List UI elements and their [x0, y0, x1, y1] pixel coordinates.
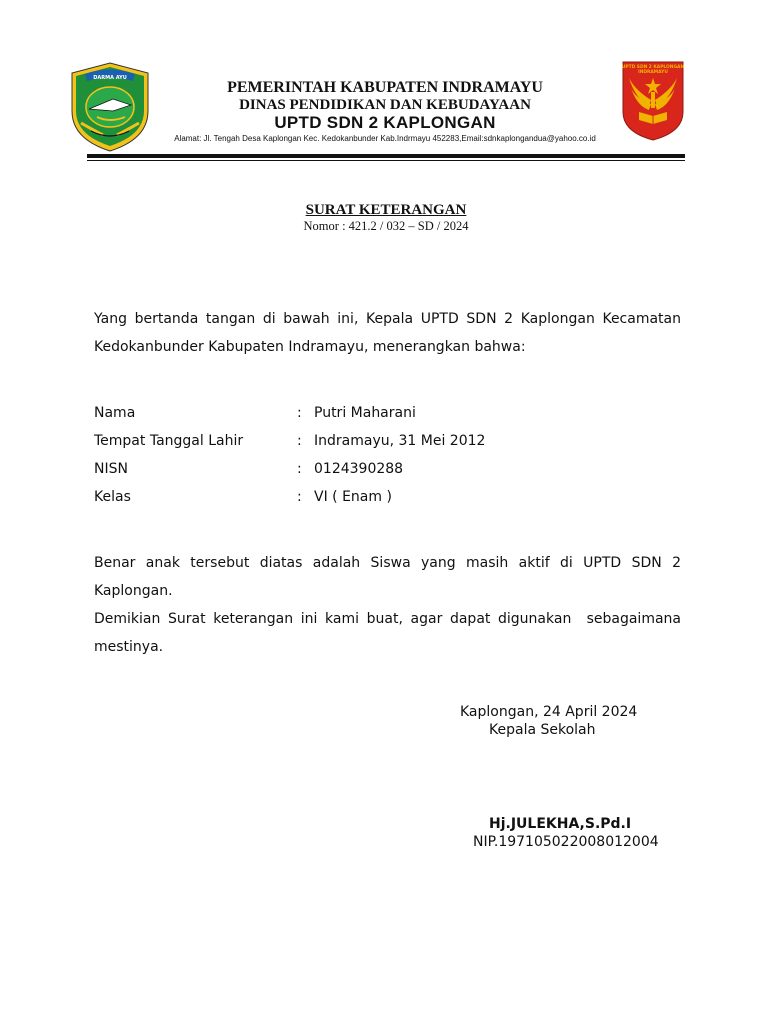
signature-name: Hj.JULEKHA,S.Pd.I	[489, 816, 632, 832]
signature-position: Kepala Sekolah	[489, 722, 596, 738]
intro-line-2: Kedokanbunder Kabupaten Indramayu, menerangkan bahwa:	[94, 339, 526, 355]
field-value: Putri Maharani	[314, 405, 416, 421]
field-colon: :	[297, 489, 302, 505]
field-value: 0124390288	[314, 461, 404, 477]
closing-line-2: mestinya.	[94, 639, 164, 655]
field-colon: :	[297, 433, 302, 449]
field-value: Indramayu, 31 Mei 2012	[314, 433, 486, 449]
letterhead-divider-thick	[87, 154, 685, 158]
crest-text-school: UPTD SDN 2 KAPLONGAN	[621, 65, 685, 70]
signature-nip: NIP.197105022008012004	[473, 834, 659, 850]
letterhead-divider-thin	[87, 160, 685, 161]
letterhead-department-line: DINAS PENDIDIKAN DAN KEBUDAYAAN	[239, 97, 531, 113]
signature-place-date: Kaplongan, 24 April 2024	[460, 704, 638, 720]
field-colon: :	[297, 405, 302, 421]
indramayu-regency-crest-icon	[69, 61, 151, 153]
statement-line-1: Benar anak tersebut diatas adalah Siswa yang masih aktif di UPTD SDN 2	[94, 555, 681, 571]
school-shield-crest-icon	[621, 60, 685, 142]
field-value: VI ( Enam )	[314, 489, 392, 505]
intro-paragraph	[94, 305, 681, 361]
letterhead-address: Alamat: Jl. Tengah Desa Kaplongan Kec. Kedokanbunder Kab.Indrmayu 452283,Email:sdnkaplongandua@yahoo.co.id	[174, 134, 596, 143]
letterhead-government-line: PEMERINTAH KABUPATEN INDRAMAYU	[227, 79, 543, 96]
closing-line-1: Demikian Surat keterangan ini kami buat, agar dapat digunakan sebagaimana	[94, 611, 681, 627]
intro-line-1: Yang bertanda tangan di bawah ini, Kepala UPTD SDN 2 Kaplongan Kecamatan	[94, 311, 681, 327]
letter-title: SURAT KETERANGAN	[305, 202, 467, 218]
field-label: Nama	[94, 405, 136, 421]
field-label: Kelas	[94, 489, 131, 505]
field-label: Tempat Tanggal Lahir	[94, 433, 244, 449]
statement-line-2: Kaplongan.	[94, 583, 173, 599]
statement-paragraph	[94, 549, 681, 605]
letterhead-school-name: UPTD SDN 2 KAPLONGAN	[274, 113, 496, 132]
crest-text-region: INDRAMAYU	[638, 70, 668, 75]
field-colon: :	[297, 461, 302, 477]
crest-motto: DARMA AYU	[93, 75, 127, 81]
closing-paragraph	[94, 605, 681, 661]
letter-number: Nomor : 421.2 / 032 – SD / 2024	[303, 219, 469, 233]
field-label: NISN	[94, 461, 128, 477]
